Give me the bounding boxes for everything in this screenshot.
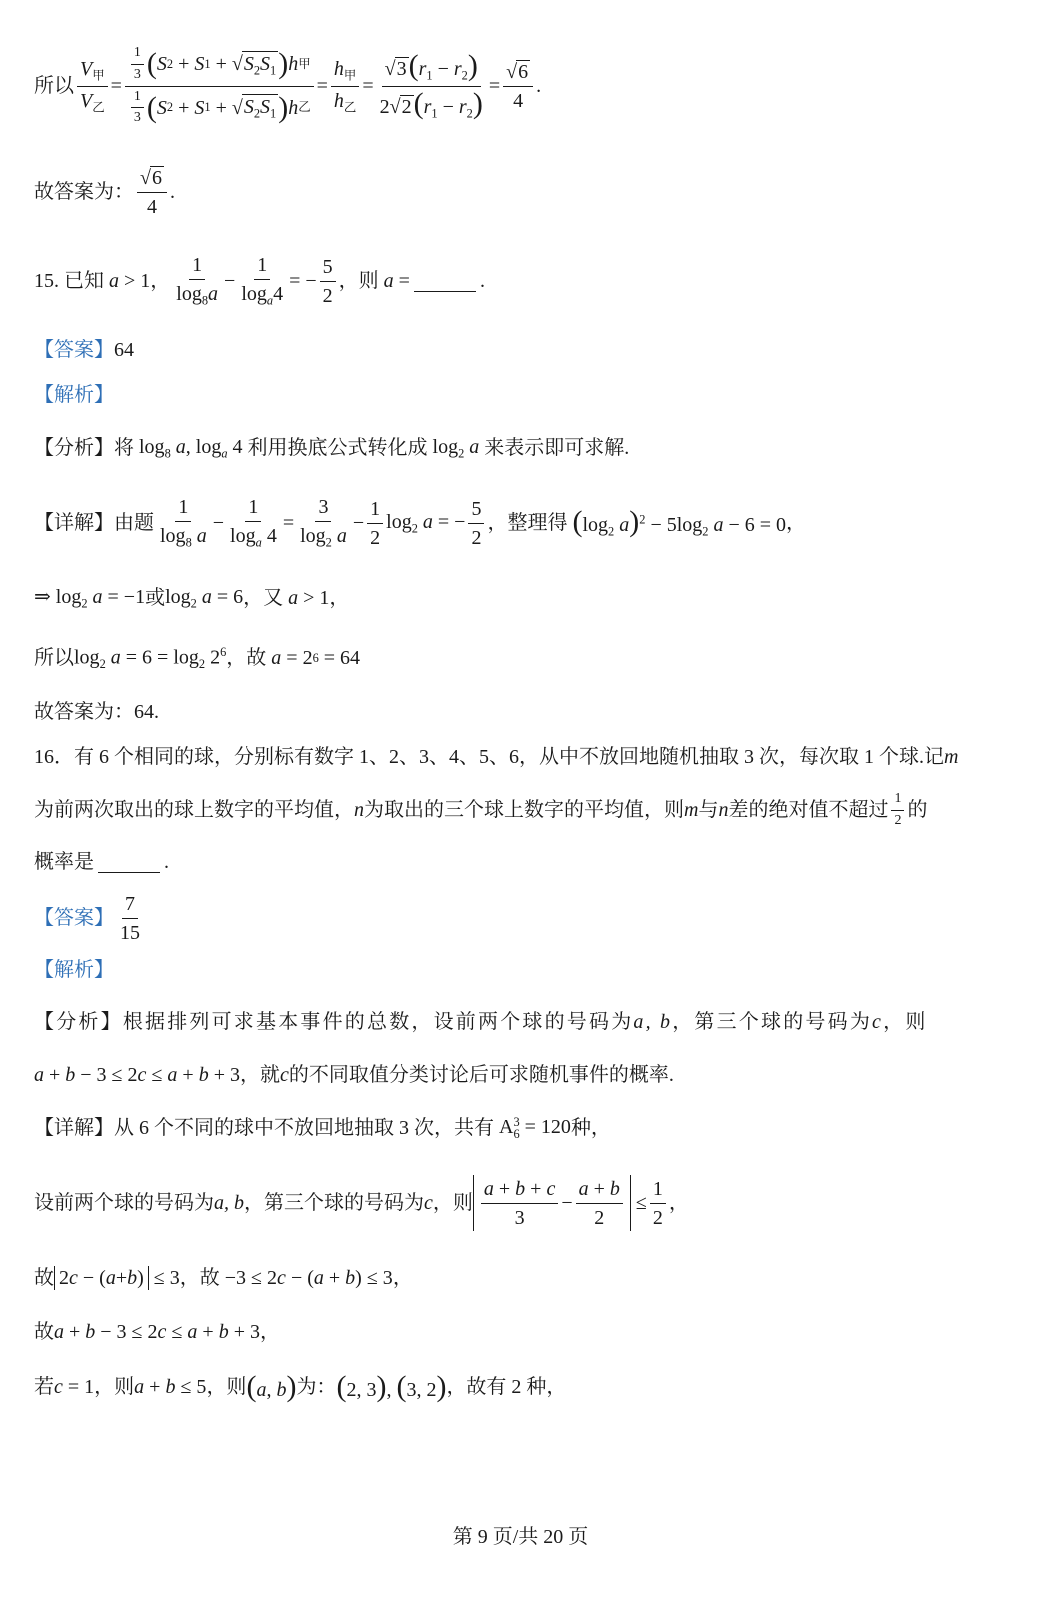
answer-label: 【答案】: [34, 339, 114, 361]
q16-xiangjie-end: 种，: [570, 1116, 611, 1139]
fenxi-label: 【分析】: [34, 437, 114, 460]
q16-line3: [34, 850, 1011, 874]
q16-step2-c: ，则: [432, 1192, 473, 1214]
step3-mid: ，故: [226, 647, 267, 670]
q16-step5-c: ，则: [206, 1376, 247, 1398]
answer-blank: [414, 271, 476, 292]
q16-step5-b: ，则: [94, 1376, 135, 1398]
q16-xiangjie-label: 【详解】: [34, 1116, 114, 1139]
q16-step5-e: ，故有 2 种，: [446, 1376, 567, 1398]
q16-step4: 故 a + b − 3 ≤ 2c ≤ a + b + 3 ，: [34, 1321, 280, 1343]
step2-or: 或: [145, 587, 166, 610]
q16-line2e: 的: [907, 799, 928, 821]
q16-line1-text: 16．有 6 个相同的球，分别标有数字 1、2、3、4、5、6，从中不放回地随机抽取 3 次，每次取 1 个球.记: [34, 746, 944, 768]
page-number: 第 9 页/共 20 页: [452, 1526, 589, 1548]
q16-step2: 设前两个球的号码为 a, b ，第三个球的号码为 c ，则 $\frac{a + b + c}{3}$ − $\frac{a + b}{2}$ ≤ $\frac{1}{2}$ ，: [34, 1172, 1011, 1234]
q15-conclusion: [34, 700, 1011, 724]
q15-xiangjie: 【详解】 由题 $\frac{1}{\log_8 a}$ − $\frac{1}{\log_a 4}$ = $\frac{3}{\log_2 a}$ − $\frac{1}{2}$ $\log_2 a$ = − $\frac{5}{2}$ ，整理得 ($\log_2$ $a)^2 - 5\log_2$ a − 6 = 0 ，: [34, 496, 807, 550]
fenxi-text-a: 将: [114, 437, 134, 460]
q16-fenxi-text-a: 根据排列可求基本事件的总数，设前两个球的号码为: [122, 1011, 634, 1033]
sub-yi: 乙: [92, 99, 105, 114]
q16-step2-b: ，第三个球的号码为: [244, 1192, 424, 1214]
q16-fenxi-text-b: ，第三个球的号码为: [672, 1011, 873, 1033]
q16-step3-end: ，: [392, 1267, 413, 1289]
q16-line2b: 为取出的三个球上数字的平均值，则: [364, 799, 684, 821]
xiangjie-mid: ，整理得: [487, 512, 568, 534]
q16-line3-text: 概率是: [34, 851, 94, 873]
fraction-v-ratio: $\frac{V_甲}{V_乙}$: [77, 57, 108, 114]
page-footer: [0, 1520, 1041, 1549]
answer-conclusion-1: 故答案为： $\frac{√6}{4}$ .: [34, 166, 175, 218]
xiangjie-lead: 由题: [114, 512, 154, 534]
q16-step4-a: 故: [34, 1321, 54, 1343]
q15-step3: 所以 $\log_2 a = 6 = \log_2 2^6$ ，故 a = 2 6 = 64: [34, 645, 361, 671]
step2-and: ，又: [243, 587, 284, 610]
q16-step3: 故 2 c − ( a + b ) ≤ 3 ，故 −3 ≤ 2c − (a + b) ≤ 3 ，: [34, 1267, 413, 1289]
q15-end: .: [479, 270, 485, 292]
fraction-h-ratio: $\frac{h_甲}{h_乙}$: [331, 57, 359, 114]
q15-jiexi: [34, 383, 1011, 407]
volume-ratio-formula: 所以 $\frac{V_甲}{V_乙}$ = $\frac{1}{3}$ ( S 2 + S 1 + √ $S_2S_1$ ) h 甲 $\frac{1}{3}$ ( S 2 + S 1 + √ $S_2S_1$ ) h 乙 = $\frac{h_甲}{h_乙}$ = $\frac{√3(r_1 - r_2)}{2√2(r_1 - r_2)}$ = $\frac{√6}{4}$ .: [34, 44, 542, 126]
q16-xiangjie-text: 从 6 个不同的球中不放回地抽取 3 次，共有: [114, 1116, 494, 1139]
answer-value: 64: [114, 339, 134, 361]
q16-step3-b: ，故: [179, 1267, 220, 1289]
q16-answer: [34, 888, 1011, 948]
q16-fenxi: 【分析】 根据排列可求基本事件的总数，设前两个球的号码为 a, b ，第三个球的号码为 c ，则: [34, 1011, 928, 1033]
q16-step2-a: 设前两个球的号码为: [34, 1192, 214, 1214]
q16-line2a: 为前两次取出的球上数字的平均值，: [34, 799, 354, 821]
q16-line2c: 与: [698, 799, 719, 821]
conclusion-text: 故答案为：: [34, 181, 134, 203]
conclusion-text-15: 故答案为：64.: [34, 701, 159, 723]
jiexi-label: 【解析】: [34, 384, 114, 406]
xiangjie-end: ，: [786, 512, 807, 534]
q16-step5-d: 为：: [296, 1376, 337, 1398]
fraction-answer: $\frac{√6}{4}$: [137, 166, 167, 219]
q16-line2d: 差的绝对值不超过: [728, 799, 889, 821]
q16-step3-a: 故: [34, 1267, 54, 1289]
q16-answer-fraction: $\frac{7}{15}$: [120, 892, 140, 944]
q15-answer: [34, 338, 1011, 362]
q15-step2: ⇒ $\log_2 a = -1$ 或 $\log_2 a = 6$ ，又 a > 1 ，: [34, 586, 350, 611]
question-prefix: 已知: [64, 270, 104, 292]
q16-answer-blank: [98, 852, 160, 873]
fraction-result: $\frac{√6}{4}$: [503, 60, 533, 113]
question-ask: ，则: [338, 270, 379, 292]
period: .: [536, 75, 542, 97]
q16-fenxi-line2-c: 的不同取值分类讨论后可求随机事件的概率.: [288, 1064, 674, 1086]
q16-jiexi-label: 【解析】: [34, 959, 114, 981]
fraction-cone-volumes: $\frac{1}{3}$ ( S 2 + S 1 + √ $S_2S_1$ ) h 甲 $\frac{1}{3}$ ( S 2 + S 1 + √ $S_2S_1$ ) h 乙: [125, 45, 314, 127]
q16-step5: 若 c = 1 ，则 a + b ≤ 5 ，则 (a, b) 为： (2, 3), (3, 2) ，故有 2 种，: [34, 1370, 567, 1403]
question-15: 15. 已知 a > 1 ， $\frac{1}{\log_8a}$ − $\frac{1}{\log_a4}$ = − $\frac{5}{2}$ ，则 a = .: [34, 254, 485, 308]
q16-xiangjie: 【详解】 从 6 个不同的球中不放回地抽取 3 次，共有 A 3 6 = 120 种，: [34, 1115, 611, 1142]
q16-fenxi-label: 【分析】: [34, 1011, 123, 1033]
q15-fenxi: 【分析】 将 $\log_8 a$, $\log_a 4$ 利用换底公式转化成 $\log_2 a$ 来表示即可求解.: [34, 436, 630, 461]
q16-fenxi-text-c: ，则: [883, 1011, 928, 1033]
q16-step4-end: ，: [259, 1321, 280, 1343]
xiangjie-label: 【详解】: [34, 512, 114, 534]
fraction-r-ratio: $\frac{√3(r_1 - r_2)}{2√2(r_1 - r_2)}$: [379, 49, 483, 120]
q16-step2-end: ，: [668, 1192, 689, 1214]
fenxi-text-c: 来表示即可求解.: [484, 437, 630, 460]
step3-lead: 所以: [34, 647, 74, 670]
q16-answer-label: 【答案】: [34, 907, 114, 929]
q16-line3-end: .: [164, 851, 169, 873]
q16-jiexi: [34, 958, 1011, 982]
q16-fenxi-line2-b: ，就: [239, 1064, 280, 1086]
formula-lead: 所以: [34, 75, 74, 97]
question-number: 15.: [34, 270, 59, 292]
q16-line2: 为前两次取出的球上数字的平均值， n 为取出的三个球上数字的平均值，则 m 与 n 差的绝对值不超过 $\frac{1}{2}$ 的: [34, 790, 928, 828]
q16-step5-a: 若: [34, 1376, 54, 1398]
fenxi-text-b: 利用换底公式转化成: [247, 437, 428, 460]
q16-fenxi-line2: a + b − 3 ≤ 2c ≤ a + b + 3 ，就 c 的不同取值分类讨论后可求随机事件的概率.: [34, 1064, 674, 1086]
q16-line1: 16．有 6 个相同的球，分别标有数字 1、2、3、4、5、6，从中不放回地随机抽取 3 次，每次取 1 个球.记 m: [34, 746, 959, 768]
sub-jia: 甲: [92, 68, 105, 83]
step2-end: ，: [329, 587, 350, 610]
